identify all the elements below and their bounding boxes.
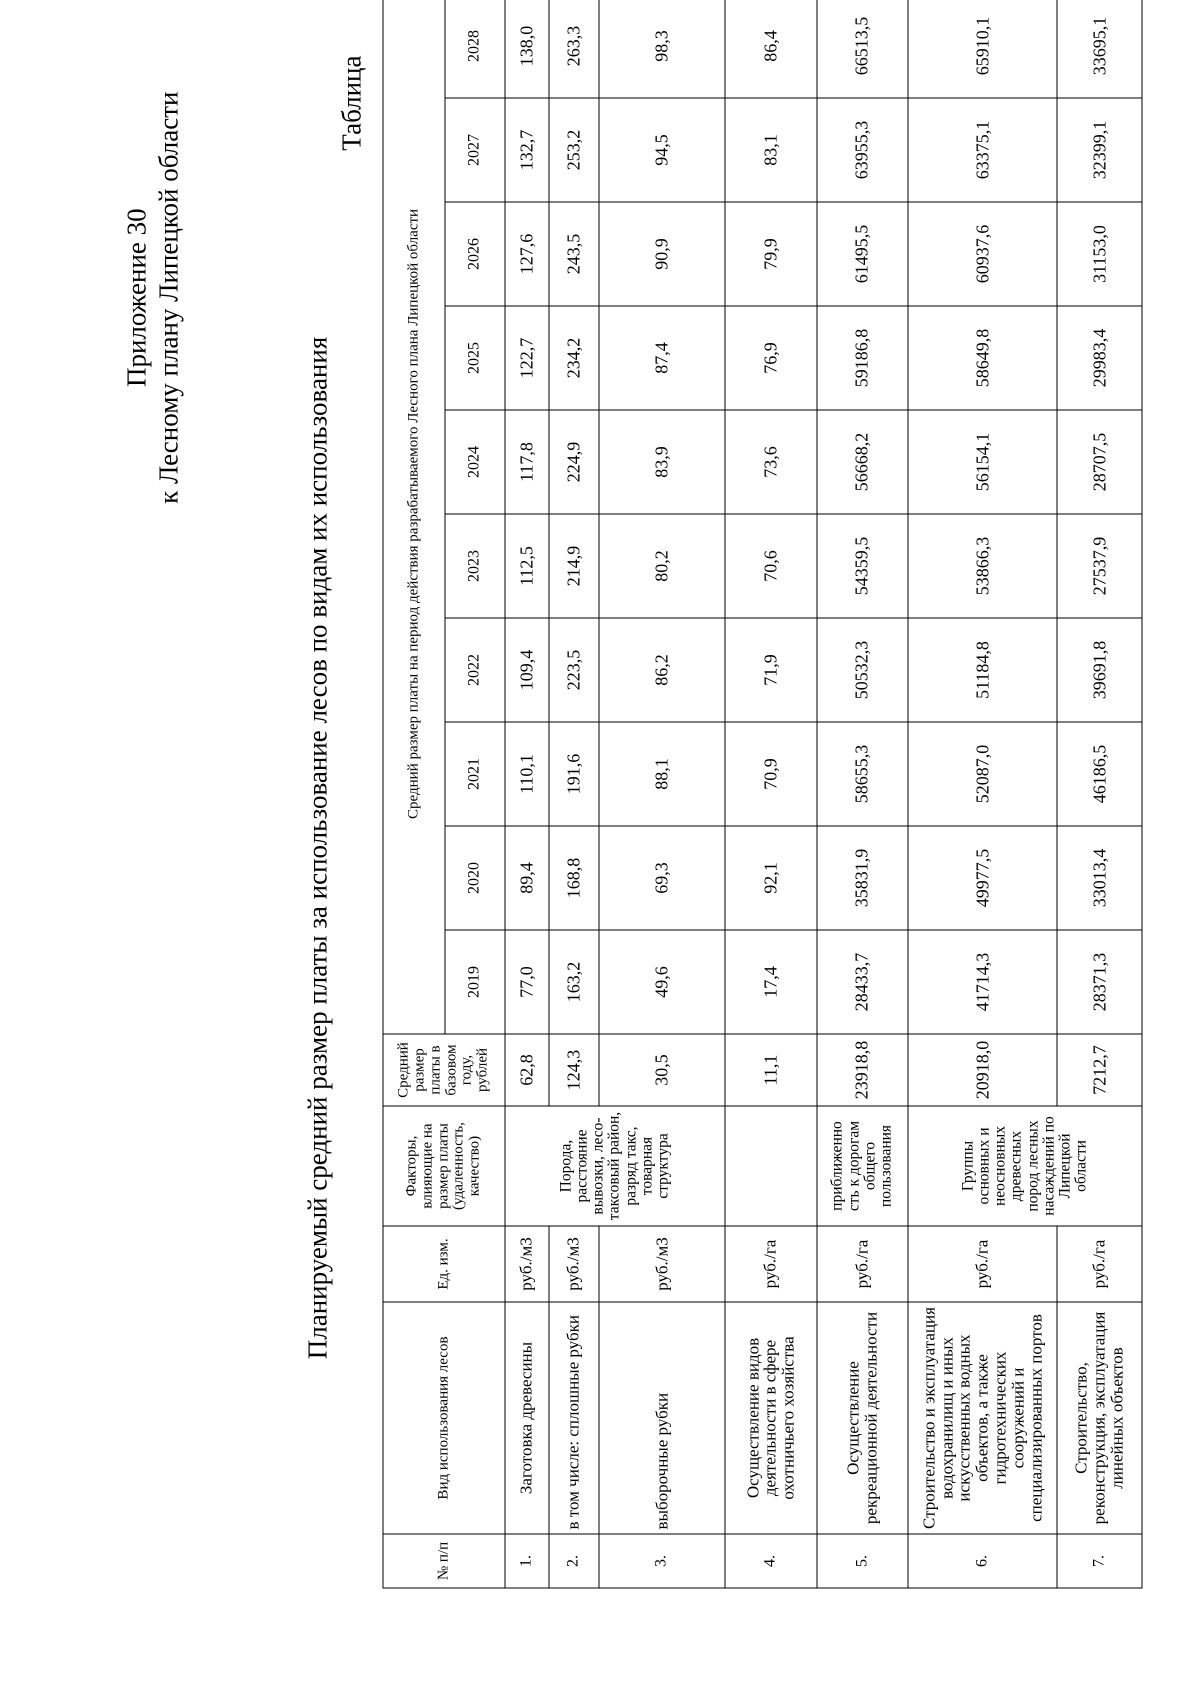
table-row — [817, 0, 909, 1588]
row-base-value: 30,5 — [599, 1034, 725, 1106]
row-year-value: 112,5 — [505, 514, 549, 618]
row-year-value: 223,5 — [549, 618, 599, 722]
row-base-value: 11,1 — [725, 1034, 817, 1106]
row-base-value: 20918,0 — [908, 1034, 1057, 1106]
row-unit: руб./га — [908, 1226, 1057, 1302]
row-kind: Строительство и эксплуатация водохранилищ и иных искусственных водных объектов, а также гидротехнических сооружений и специализированных портов — [908, 1302, 1057, 1534]
header-factors: Факторы, влияющие на размер платы (удаленность, качество) — [383, 1106, 505, 1226]
row-factors: Порода, расстояние вывозки, лесо-таксовый район, разряд такс, товарная структура — [505, 1106, 725, 1226]
row-year-value: 80,2 — [599, 514, 725, 618]
row-year-value: 70,9 — [725, 722, 817, 826]
row-year-value: 63375,1 — [908, 98, 1057, 202]
row-year-value: 70,6 — [725, 514, 817, 618]
row-kind: Осуществление рекреационной деятельности — [817, 1302, 909, 1534]
table-row — [505, 0, 549, 1588]
row-year-value: 117,8 — [505, 410, 549, 514]
appendix-number: Приложение 30 — [121, 208, 152, 388]
row-year-value: 109,4 — [505, 618, 549, 722]
row-year-value: 29983,4 — [1057, 306, 1142, 410]
row-year-value: 58649,8 — [908, 306, 1057, 410]
row-base-value: 124,3 — [549, 1034, 599, 1106]
table-row — [908, 0, 1057, 1588]
row-year-value: 90,9 — [599, 202, 725, 306]
row-year-value: 27537,9 — [1057, 514, 1142, 618]
row-year-value: 87,4 — [599, 306, 725, 410]
row-unit: руб./га — [1057, 1226, 1142, 1302]
row-year-value: 86,4 — [725, 0, 817, 98]
row-base-value: 7212,7 — [1057, 1034, 1142, 1106]
row-year-value: 132,7 — [505, 98, 549, 202]
row-year-value: 110,1 — [505, 722, 549, 826]
row-kind: Осуществление видов деятельности в сфере охотничьего хозяйства — [725, 1302, 817, 1534]
row-year-value: 17,4 — [725, 930, 817, 1034]
row-year-value: 168,8 — [549, 826, 599, 930]
year-header: 2024 — [445, 410, 505, 514]
table-row — [549, 0, 599, 1588]
appendix-reference: к Лесному плану Липецкой области — [153, 91, 184, 504]
row-unit: руб./м3 — [599, 1226, 725, 1302]
row-number: 1. — [505, 1534, 549, 1588]
row-year-value: 122,7 — [505, 306, 549, 410]
row-year-value: 77,0 — [505, 930, 549, 1034]
row-year-value: 41714,3 — [908, 930, 1057, 1034]
row-year-value: 76,9 — [725, 306, 817, 410]
appendix-heading — [121, 92, 186, 504]
row-year-value: 56154,1 — [908, 410, 1057, 514]
row-year-value: 224,9 — [549, 410, 599, 514]
row-year-value: 92,1 — [725, 826, 817, 930]
row-year-value: 32399,1 — [1057, 98, 1142, 202]
row-kind: выборочные рубки — [599, 1302, 725, 1534]
table-row — [599, 0, 725, 1588]
row-year-value: 51184,8 — [908, 618, 1057, 722]
row-year-value: 39691,8 — [1057, 618, 1142, 722]
row-unit: руб./м3 — [549, 1226, 599, 1302]
row-number: 6. — [908, 1534, 1057, 1588]
row-year-value: 54359,5 — [817, 514, 909, 618]
row-year-value: 49977,5 — [908, 826, 1057, 930]
row-number: 7. — [1057, 1534, 1142, 1588]
row-year-value: 61495,5 — [817, 202, 909, 306]
document-title: Планируемый средний размер платы за использование лесов по видам их использования — [302, 336, 333, 1360]
row-year-value: 52087,0 — [908, 722, 1057, 826]
row-year-value: 191,6 — [549, 722, 599, 826]
year-header: 2019 — [445, 930, 505, 1034]
row-factors-empty — [725, 1106, 817, 1226]
table-label: Таблица — [336, 55, 367, 151]
row-unit: руб./га — [817, 1226, 909, 1302]
row-year-value: 94,5 — [599, 98, 725, 202]
row-year-value: 33013,4 — [1057, 826, 1142, 930]
header-unit: Ед. изм. — [383, 1226, 505, 1302]
row-unit: руб./га — [725, 1226, 817, 1302]
row-year-value: 58655,3 — [817, 722, 909, 826]
year-header: 2026 — [445, 202, 505, 306]
header-period: Средний размер платы на период действия разрабатываемого Лесного плана Липецкой области — [383, 0, 445, 1034]
row-year-value: 50532,3 — [817, 618, 909, 722]
row-number: 4. — [725, 1534, 817, 1588]
row-number: 5. — [817, 1534, 909, 1588]
row-year-value: 31153,0 — [1057, 202, 1142, 306]
row-base-value: 62,8 — [505, 1034, 549, 1106]
row-year-value: 163,2 — [549, 930, 599, 1034]
row-year-value: 98,3 — [599, 0, 725, 98]
row-kind: Строительство, реконструкция, эксплуатация линейных объектов — [1057, 1302, 1142, 1534]
row-kind: Заготовка древесины — [505, 1302, 549, 1534]
row-base-value: 23918,8 — [817, 1034, 909, 1106]
year-header: 2023 — [445, 514, 505, 618]
forest-fee-table — [383, 0, 1143, 1589]
row-year-value: 253,2 — [549, 98, 599, 202]
row-year-value: 86,2 — [599, 618, 725, 722]
row-year-value: 83,9 — [599, 410, 725, 514]
row-factors: Группы основных и неосновных древесных пород лесных насаждений по Липецкой области — [908, 1106, 1142, 1226]
row-year-value: 69,3 — [599, 826, 725, 930]
row-year-value: 234,2 — [549, 306, 599, 410]
row-year-value: 53866,3 — [908, 514, 1057, 618]
row-year-value: 138,0 — [505, 0, 549, 98]
row-year-value: 59186,8 — [817, 306, 909, 410]
year-header: 2022 — [445, 618, 505, 722]
year-header: 2021 — [445, 722, 505, 826]
row-year-value: 63955,3 — [817, 98, 909, 202]
row-year-value: 71,9 — [725, 618, 817, 722]
row-year-value: 263,3 — [549, 0, 599, 98]
row-kind: в том числе: сплошные рубки — [549, 1302, 599, 1534]
row-year-value: 89,4 — [505, 826, 549, 930]
header-base-year: Средний размер платы в базовом году, рублей — [383, 1034, 505, 1106]
row-year-value: 28707,5 — [1057, 410, 1142, 514]
table-row — [725, 0, 817, 1588]
row-year-value: 28433,7 — [817, 930, 909, 1034]
row-year-value: 127,6 — [505, 202, 549, 306]
row-number: 2. — [549, 1534, 599, 1588]
row-year-value: 56668,2 — [817, 410, 909, 514]
row-year-value: 79,9 — [725, 202, 817, 306]
document-sheet — [1, 0, 1200, 1697]
row-year-value: 28371,3 — [1057, 930, 1142, 1034]
row-year-value: 65910,1 — [908, 0, 1057, 98]
year-header: 2027 — [445, 98, 505, 202]
row-year-value: 33695,1 — [1057, 0, 1142, 98]
year-header: 2025 — [445, 306, 505, 410]
row-year-value: 49,6 — [599, 930, 725, 1034]
row-year-value: 35831,9 — [817, 826, 909, 930]
row-number: 3. — [599, 1534, 725, 1588]
row-year-value: 60937,6 — [908, 202, 1057, 306]
row-factors: приближенно сть к дорогам общего пользования — [817, 1106, 909, 1226]
row-year-value: 46186,5 — [1057, 722, 1142, 826]
year-header: 2028 — [445, 0, 505, 98]
row-year-value: 66513,5 — [817, 0, 909, 98]
table-row — [1057, 0, 1142, 1588]
row-year-value: 243,5 — [549, 202, 599, 306]
row-unit: руб./м3 — [505, 1226, 549, 1302]
year-header: 2020 — [445, 826, 505, 930]
header-kind: Вид использования лесов — [383, 1302, 505, 1534]
row-year-value: 73,6 — [725, 410, 817, 514]
row-year-value: 214,9 — [549, 514, 599, 618]
row-year-value: 83,1 — [725, 98, 817, 202]
row-year-value: 88,1 — [599, 722, 725, 826]
header-number: № п/п — [383, 1534, 505, 1588]
